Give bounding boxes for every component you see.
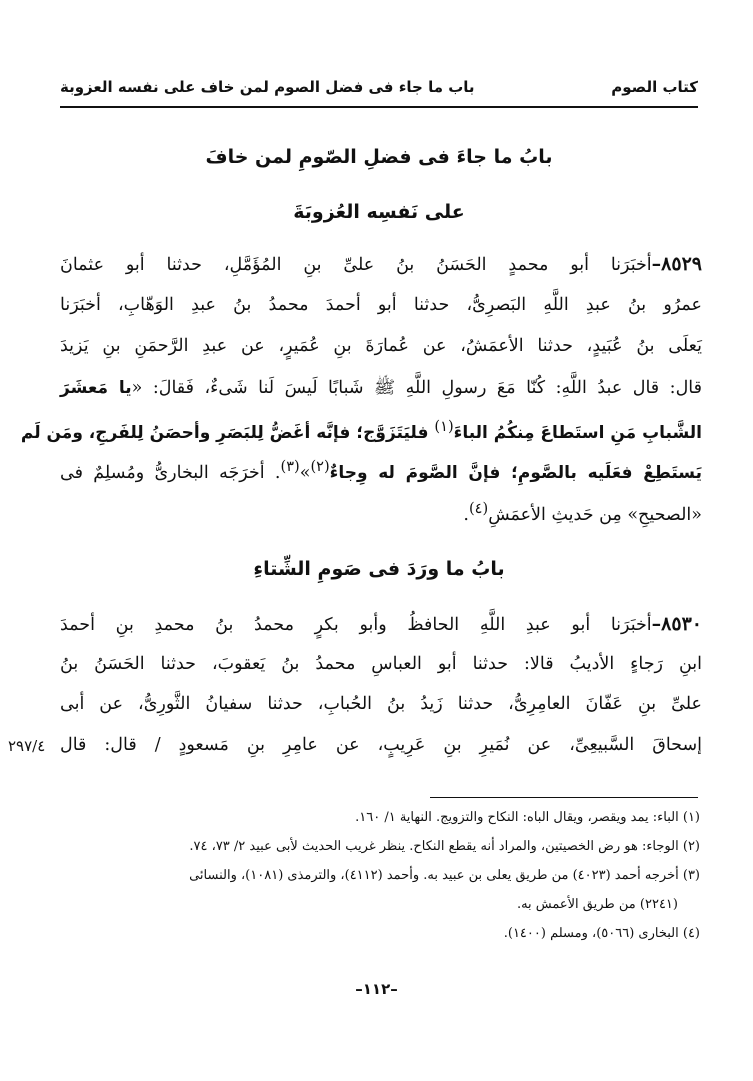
page-number: –١١٢– (355, 980, 398, 998)
prophetic-quote: فليَتَزَوَّج؛ فإنَّه أغَضُّ لِلبَصَرِ وأحصَنُ لِلفَرجِ، ومَن لَم (20, 422, 435, 443)
hadith-8530-line3: علىِّ بنِ عَفّانَ العامِرِىُّ، حدثنا زَيدُ بنُ الحُبابِ، حدثنا سفيانُ الثَّورِىُّ، عن أبى (60, 694, 702, 714)
hadith-8530-line2: ابنِ رَجاءٍ الأديبُ قالا: حدثنا أبو العباسِ محمدُ بنُ يَعقوبَ، حدثنا الحَسَنُ بنُ (60, 654, 702, 674)
chapter-heading-winter-fasting: بابُ ما ورَدَ فى صَومِ الشِّتاءِ (253, 558, 505, 580)
hadith-8529-line4 (60, 376, 702, 402)
hadith-8529-line1 (60, 253, 702, 275)
book-title: كتاب الصوم (611, 78, 698, 96)
footnote-marker: (٤) (468, 500, 489, 517)
hadith-8529-line6 (60, 458, 702, 483)
footnote-rule (430, 797, 698, 798)
hadith-text: قال: قال عبدُ اللَّهِ: كُنّا مَعَ رسولِ اللَّهِ ﷺ شَبابًا لَيسَ لَنا شَىءٌ، فَقالَ: « (131, 378, 702, 398)
footnote-1: (١) الباء: يمد ويقصر، ويقال الباه: النكاح والتزويج. النهاية ١/ ١٦٠. (355, 810, 700, 825)
hadith-text: «الصحيحِ» مِن حَديثِ الأعمَشِ (488, 504, 702, 525)
hadith-8529-line5 (20, 418, 702, 443)
running-header (60, 78, 698, 104)
hadith-text: أخبَرَنا أبو محمدٍ الحَسَنُ بنُ علىِّ بنِ المُؤَمَّلِ، حدثنا أبو عثمانَ (60, 255, 652, 275)
hadith-text: . أخرَجَه البخارىُّ ومُسلِمٌ فى (60, 462, 281, 483)
header-rule (60, 106, 698, 108)
footnote-marker: (٣) (280, 458, 300, 475)
hadith-8529-line3: يَعلَى بنُ عُبَيدٍ، حدثنا الأعمَشُ، عن عُمارَةَ بنِ عُمَيرٍ، عن عبدِ الرَّحمَنِ بنِ يَزيدَ (60, 336, 702, 356)
hadith-8530-line1 (60, 613, 702, 635)
hadith-8529-line2: عمرُو بنُ عبدِ اللَّهِ البَصرِىُّ، حدثنا أبو أحمدَ محمدُ بنُ عبدِ الوَهّابِ، أخبَرَنا (60, 295, 702, 315)
quote-close: » (299, 462, 311, 483)
hadith-number: ٨٥٣٠– (651, 613, 702, 635)
hadith-8529-line7 (60, 500, 702, 525)
chapter-running-title: باب ما جاء فى فضل الصوم لمن خاف على نفسه العزوبة (60, 78, 475, 96)
prophetic-quote: يا مَعشَرَ (60, 378, 132, 398)
prophetic-quote: يَستَطِعْ فعَلَيه بالصَّومِ؛ فإنَّ الصَّومَ له وِجاءٌ (329, 462, 702, 483)
period: . (463, 504, 469, 525)
footnote-3: (٣) أخرجه أحمد (٤٠٢٣) من طريق يعلى بن عبيد به. وأحمد (٤١١٢)، والترمذى (١٠٨١)، والنسائى (189, 868, 700, 883)
hadith-number: ٨٥٢٩– (651, 253, 702, 275)
footnote-2: (٢) الوجاء: هو رض الخصيتين، والمراد أنه يقطع النكاح. ينظر غريب الحديث لأبى عبيد ٢/ ٧٣، ٧٤. (189, 839, 700, 854)
chapter-heading-line2: على نَفسِه العُزوبَةَ (293, 201, 465, 223)
footnote-marker: (١) (434, 418, 454, 435)
footnote-4: (٤) البخارى (٥٠٦٦)، ومسلم (١٤٠٠). (503, 926, 700, 941)
hadith-text: أخبَرَنا أبو عبدِ اللَّهِ الحافظُ وأبو بكرٍ محمدُ بنُ محمدِ بنِ أحمدَ (60, 615, 652, 635)
hadith-8530-line4: إسحاقَ السَّبيعِىِّ، عن نُمَيرِ بنِ عَرِيبٍ، عن عامِرِ بنِ مَسعودٍ / قال: قال (60, 735, 702, 755)
prophetic-quote: الشَّبابِ مَنِ استَطاعَ مِنكُمُ الباءَ (453, 422, 702, 443)
margin-reference: ٢٩٧/٤ (8, 737, 46, 755)
chapter-heading-line1: بابُ ما جاءَ فى فضلِ الصّومِ لمن خافَ (205, 146, 553, 168)
footnote-3-continued: (٢٢٤١) من طريق الأعمش به. (516, 897, 678, 912)
footnote-marker: (٢) (310, 458, 330, 475)
